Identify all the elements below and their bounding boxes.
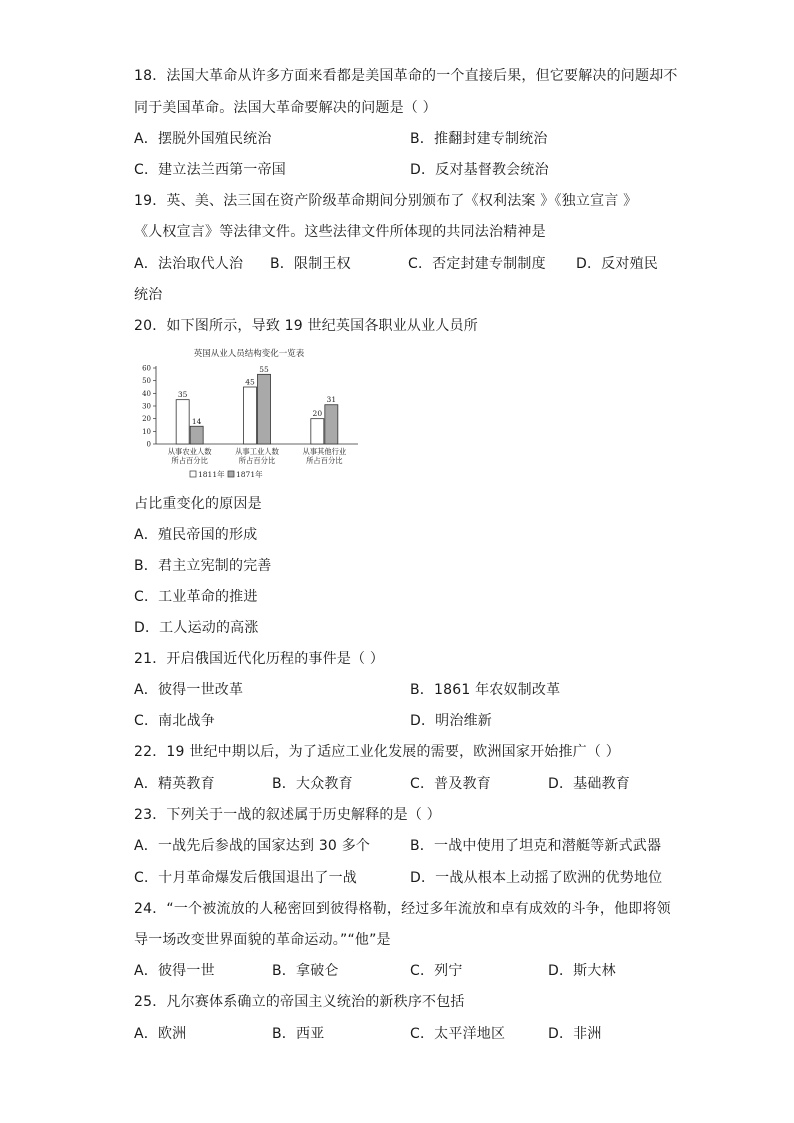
q25-option-a: A．欧洲 xyxy=(134,1026,187,1042)
bar xyxy=(190,426,203,444)
q25-option-d: D．非洲 xyxy=(548,1026,602,1042)
q19-option-b: B．限制王权 xyxy=(270,256,351,272)
q19-option-d-continuation: 统治 xyxy=(134,287,163,303)
q20-stem-line2: 占比重变化的原因是 xyxy=(134,496,262,512)
bar-value-label: 14 xyxy=(191,416,202,426)
chart-x-labels xyxy=(168,447,347,465)
q25-option-b: B．西亚 xyxy=(272,1026,325,1042)
legend-swatch-1871 xyxy=(228,471,234,477)
q18-option-b: B．推翻封建专制统治 xyxy=(410,131,548,147)
y-tick-label: 20 xyxy=(142,415,151,424)
q20-option-a: A．殖民帝国的形成 xyxy=(134,527,258,543)
y-tick-label: 40 xyxy=(142,389,151,398)
bar xyxy=(176,400,189,444)
q21-option-d: D．明治维新 xyxy=(410,713,492,729)
q19-option-c: C．否定封建专制制度 xyxy=(408,256,546,272)
q24-option-b: B．拿破仑 xyxy=(272,963,339,979)
x-category-label: 从事其他行业 xyxy=(302,447,347,456)
x-category-label: 所占百分比 xyxy=(238,456,276,465)
x-category-label: 所占百分比 xyxy=(306,456,343,465)
q21-option-a: A．彼得一世改革 xyxy=(134,682,244,698)
bar xyxy=(244,387,257,444)
q23-option-c: C．十月革命爆发后俄国退出了一战 xyxy=(134,870,357,886)
q21-option-b: B．1861 年农奴制改革 xyxy=(410,682,561,698)
x-category-label: 从事工业人数 xyxy=(235,447,279,456)
q20-option-d: D．工人运动的高涨 xyxy=(134,620,259,636)
y-tick-label: 60 xyxy=(142,364,151,373)
q23-option-b: B．一战中使用了坦克和潜艇等新式武器 xyxy=(410,838,662,854)
bar xyxy=(311,419,324,444)
bar-value-label: 45 xyxy=(245,377,255,387)
q21-stem: 21．开启俄国近代化历程的事件是（ ） xyxy=(134,651,385,667)
bar-value-label: 31 xyxy=(326,395,337,405)
q24-option-d: D．斯大林 xyxy=(548,963,616,979)
q20-option-b: B．君主立宪制的完善 xyxy=(134,558,272,574)
q19-option-a: A．法治取代人治 xyxy=(134,256,244,272)
q19-stem-line1: 19．英、美、法三国在资产阶级革命期间分别颁布了《权利法案 》《独立宣言 》 xyxy=(134,193,638,209)
legend-label-1871: 1871年 xyxy=(236,470,263,479)
q18-option-d: D．反对基督教会统治 xyxy=(410,162,549,178)
q18-stem-line2: 同于美国革命。法国大革命要解决的问题是（ ） xyxy=(134,100,437,116)
q19-stem-line2: 《人权宣言》等法律文件。这些法律文件所体现的共同法治精神是 xyxy=(134,224,546,240)
q18-option-a: A．摆脱外国殖民统治 xyxy=(134,131,272,147)
y-tick-label: 30 xyxy=(142,402,151,411)
q19-option-d: D．反对殖民 xyxy=(576,256,658,272)
y-tick-label: 50 xyxy=(142,377,151,386)
q22-option-c: C．普及教育 xyxy=(410,776,491,792)
legend-label-1811: 1811年 xyxy=(198,470,225,479)
q20-option-c: C．工业革命的推进 xyxy=(134,589,258,605)
q18-option-c: C．建立法兰西第一帝国 xyxy=(134,162,286,178)
bar xyxy=(258,374,271,444)
q25-stem: 25．凡尔赛体系确立的帝国主义统治的新秩序不包括 xyxy=(134,994,465,1010)
y-tick-label: 0 xyxy=(146,440,151,449)
q23-option-a: A．一战先后参战的国家达到 30 多个 xyxy=(134,838,371,854)
q22-stem: 22．19 世纪中期以后，为了适应工业化发展的需要，欧洲国家开始推广（ ） xyxy=(134,744,620,760)
q23-option-d: D．一战从根本上动摇了欧洲的优势地位 xyxy=(410,870,663,886)
chart-bars xyxy=(176,365,338,444)
q21-option-c: C．南北战争 xyxy=(134,713,215,729)
q24-option-c: C．列宁 xyxy=(410,963,463,979)
q24-stem-line1: 24．“一个被流放的人秘密回到彼得格勒，经过多年流放和卓有成效的斗争，他即将领 xyxy=(134,901,671,917)
chart-legend xyxy=(190,469,263,479)
q18-stem-line1: 18．法国大革命从许多方面来看都是美国革命的一个直接后果，但它要解决的问题却不 xyxy=(134,68,678,84)
legend-swatch-1811 xyxy=(190,471,196,477)
q23-stem: 23．下列关于一战的叙述属于历史解释的是（ ） xyxy=(134,807,441,823)
x-category-label: 所占百分比 xyxy=(171,456,208,465)
q22-option-d: D．基础教育 xyxy=(548,776,630,792)
chart-title: 英国从业人员结构变化一览表 xyxy=(193,349,305,359)
q25-option-c: C．太平洋地区 xyxy=(410,1026,506,1042)
q22-option-b: B．大众教育 xyxy=(272,776,353,792)
q20-stem-line1: 20．如下图所示，导致 19 世纪英国各职业从业人员所 xyxy=(134,318,478,334)
bar-value-label: 55 xyxy=(259,364,269,374)
occupation-structure-chart xyxy=(134,344,364,489)
q24-stem-line2: 导一场改变世界面貌的革命运动。”“他”是 xyxy=(134,932,391,948)
bar-value-label: 35 xyxy=(177,390,188,400)
q22-option-a: A．精英教育 xyxy=(134,776,215,792)
bar-value-label: 20 xyxy=(312,409,323,419)
y-tick-label: 10 xyxy=(142,427,151,436)
x-category-label: 从事农业人数 xyxy=(167,447,212,456)
q24-option-a: A．彼得一世 xyxy=(134,963,215,979)
bar xyxy=(325,405,338,444)
